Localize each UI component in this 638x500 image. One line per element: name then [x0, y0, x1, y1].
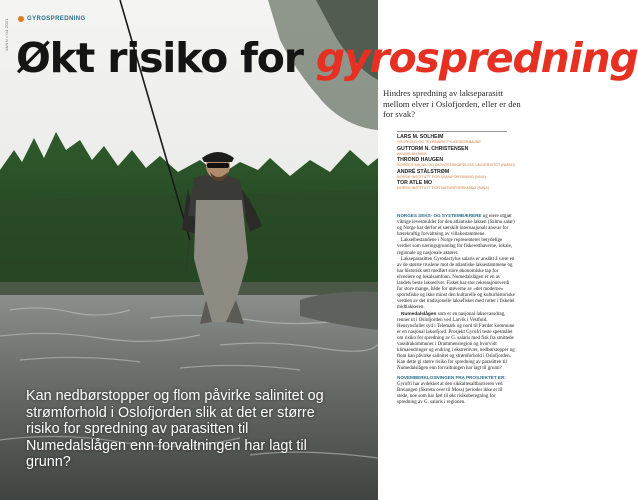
author-name: ANDRÉ STÅLSTRØM: [397, 168, 450, 175]
issue-marker: VANN • 04 2021: [4, 18, 9, 52]
section-heading: NOVEMBERKLOSNINGEN FRA PROSJEKTET ER:: [397, 375, 506, 381]
section-dot-icon: [18, 16, 24, 22]
author-name: THROND HAUGEN: [397, 157, 444, 164]
author-entry: [397, 180, 507, 191]
run-in-head: Numedalslågen: [401, 311, 437, 317]
body-paragraph: Lakseparasitten Gyrodactylus salaris er anslått å være en av de største truslene mot de atlantiske laksestammene og har historisk sett medført store økonomiske tap for elveeiere og lokalsamfunn. Numedalslågen er en av landets beste lakseelver. Fisket har stor rekreasjonsverdi for store mange, både for utøverne av «det moderne» sportsfiske og ikke minst den kulturelle og kulturhistoriske verdien av det tradisjonelle laksefisket med rotter i fiskelei midtlakkeren.: [397, 256, 515, 311]
body-paragraph: [397, 213, 515, 238]
section-label: [18, 16, 86, 22]
author-name: LARS M. SOLHEIM: [397, 134, 444, 140]
photo-caption-lede: Kan nedbørstopper og flom påvirke salinitet og strømforhold i Oslofjorden slik at det er større risiko for spredning av parasitten til Numedalslågen enn forvaltningen har lagt til grunn?: [26, 388, 324, 470]
subheading: Hindres spredning av lakseparasitt mellom elver i Oslofjorden, eller er den for svak?: [383, 88, 521, 120]
title-accent: gyrospredning: [315, 34, 638, 82]
author-entry: [397, 169, 507, 180]
lead-in: NORGES SEKS- OG SYSTEMBÆRERE: [397, 213, 482, 218]
body-paragraph: Lakselbestandene i Norge representerer betydelige verdier som næringsgrunnlag for fiskeretthaverne, lokale, regionale og nasjonale aktører.: [397, 238, 513, 256]
author-list: [397, 131, 515, 192]
author-affiliation: AKVAPLAN-NIVA: [397, 151, 427, 156]
author-affiliation: NORSK INSTITUTT FOR VANNFORSKNING (NIVA): [397, 174, 487, 179]
author-affiliation: NORSK INSTITUTT FOR NATURFORSKNING (NINA): [397, 186, 490, 191]
author-affiliation: VESTFOLD OG TELEMARK FYLKESKOMMUNE: [397, 140, 481, 144]
author-entry: [397, 146, 507, 157]
body-text: som er en nasjonal laksevassdrag, renner ut i Oslofjorden ved Larvik i Vestfold. Hensynsfullet syd i Telemark og nord til Færder kommune er en nasjonal laksefjord. Prosjekt Gyrofri teste spesmålet om risiko for spredning av G. salaris med fisk fra smittede vassdrakommuner i Drammensregion og hvorvidt klimaendringer og endring i ekstremvær, nedbørstopper og flom kan påvirke salinitet og strømforhold i Oslofjorden. Kan dette gi større risiko for spredning av parasitten til Numedalslågen enn forvaltningen har lagt til grunn?: [397, 311, 515, 372]
body-text: og eiere utgjør viktige levesmulder for den atlantiske laksen (Salmo salar) og Norge har derfor et særskilt internasjonalt ansvar for bærekraftig forvaltning av villaksstammene.: [397, 214, 515, 238]
article-body: [397, 213, 515, 406]
page-title: [16, 34, 638, 82]
body-paragraph: Gyrofri har avdekket at den sikkaltesaltbarrieren ved Breiangen (Skrreta over til Moss) perioder ikke er til stede, noe som har ført til økt risikoberegning for spredning av G. salaris i regionen.: [397, 381, 503, 405]
author-name: GUTTORM N. CHRISTENSEN: [397, 145, 469, 152]
section-label-text: GYROSPREDNING: [27, 16, 86, 22]
author-entry: [397, 134, 507, 145]
title-part1: Økt risiko for: [16, 34, 303, 82]
author-affiliation: NORGES MILJØ- OG BIOVITENSKAPELIGE UNIVERSITET (NMBU): [397, 163, 515, 168]
body-paragraph: [397, 312, 515, 373]
author-name: TOR ATLE MO: [397, 180, 433, 187]
right-column: [383, 0, 521, 500]
author-entry: [397, 157, 515, 168]
